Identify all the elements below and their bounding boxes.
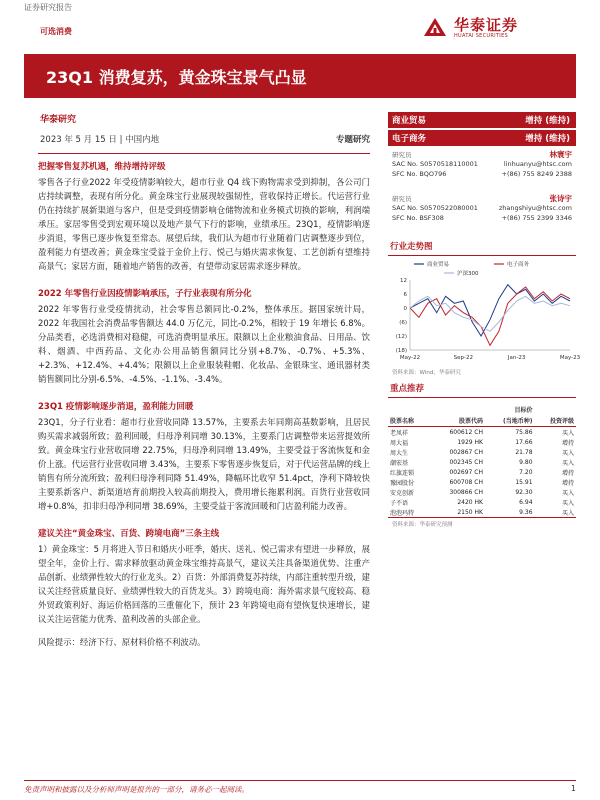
- analyst-sfc: SFC No. BSF308: [392, 214, 444, 222]
- report-title: 23Q1 消费复苏，黄金珠宝景气凸显: [46, 68, 307, 87]
- table-cell: 增持: [561, 439, 574, 447]
- table-cell: 6.94: [519, 498, 533, 506]
- divider: [388, 397, 576, 398]
- table-cell: 600612 CH: [449, 428, 483, 436]
- table-cell: 增持: [561, 469, 574, 477]
- table-cell: 安克创新: [390, 489, 415, 497]
- picks-header: [388, 415, 576, 427]
- header-cell: 股票代码: [429, 415, 485, 427]
- table-cell: 周大生: [390, 449, 409, 457]
- table-cell: 2150 HK: [429, 507, 485, 518]
- report-region: 中国内地: [125, 135, 160, 145]
- table-row: [388, 457, 576, 467]
- category-label: 可选消费: [40, 27, 72, 36]
- trend-chart-title: 行业走势图: [390, 242, 433, 252]
- picks-body: [388, 427, 576, 518]
- legend-label: 沪深300: [457, 271, 479, 277]
- table-row: [388, 497, 576, 507]
- x-tick-label: May-22: [399, 355, 421, 361]
- table-cell: 子不语: [390, 499, 409, 507]
- sector-rating: [388, 112, 576, 128]
- analyst-role: 研究员: [392, 151, 412, 159]
- analyst-name: 林寰宇: [549, 150, 572, 159]
- table-cell: 买入: [561, 499, 574, 507]
- analyst-phone: +(86) 755 2399 3346: [501, 214, 572, 222]
- header-cell: 目标价: [514, 407, 533, 414]
- dateline: [24, 133, 370, 147]
- y-tick-label: 0: [403, 306, 407, 312]
- analyst-email[interactable]: linhuanyu@htsc.com: [503, 160, 572, 168]
- sector-name: 电子商务: [392, 134, 427, 144]
- section-body: 2022 年零售行业受疫情扰动，社会零售总额同比-0.2%，整体承压。据国家统计局，2022 年我国社会消费品零售额达 44.0 万亿元，同比-0.2%，相较于 19 年增长 6.8%。分品类看，必选消费相对稳健，可选消费明显承压。限额以上企业粮油食品、日用品、饮料、烟酒、中西药品、文化办公用品销售额同比分别+8.7%、-0.7%、+5.3%、+2.3%、+12.4%、+4.4%；限额以上企业服装鞋帽、化妆品、金银珠宝、通讯器材类销售额同比分别-6.5%、-4.5%、-1.1%、-3.4%。: [38, 304, 370, 384]
- analyst-card: [388, 194, 576, 234]
- author: 华泰研究: [40, 115, 77, 125]
- separator: |: [119, 135, 126, 145]
- table-cell: 1929 HK: [457, 438, 483, 446]
- analyst-email[interactable]: zhangshiyu@htsc.com: [498, 204, 572, 212]
- section-title: 把握零售复苏机遇，维持增持评级: [38, 162, 166, 172]
- table-row: [388, 427, 576, 438]
- table-row: [388, 477, 576, 487]
- analyst-sfc: SFC No. BQO796: [392, 170, 447, 178]
- table-cell: 泡泡玛特: [388, 507, 429, 518]
- chart-source: 资料来源：Wind，华泰研究: [392, 370, 461, 376]
- legend-label: 商业贸易: [427, 262, 450, 268]
- table-cell: 红旗连锁: [390, 469, 415, 477]
- table-cell: 9.80: [519, 458, 533, 466]
- title-banner: [24, 54, 576, 98]
- table-row: [388, 447, 576, 457]
- table-cell: 买入: [561, 449, 574, 457]
- footer-disclaimer: 免责声明和披露以及分析师声明是报告的一部分，请务必一起阅读。: [24, 785, 249, 794]
- y-tick-label: (12): [395, 334, 407, 340]
- picks-source: 资料来源：华泰研究预测: [392, 522, 453, 528]
- picks-header-top: [388, 404, 576, 415]
- table-cell: 17.66: [515, 438, 533, 446]
- header-cell: [535, 404, 576, 415]
- table-cell: 002867 CH: [449, 448, 483, 456]
- analyst-sac: SAC No. S0570522080001: [392, 204, 478, 212]
- sector-rating: [388, 130, 576, 146]
- y-tick-label: 12: [400, 278, 407, 284]
- header-cell: [429, 404, 485, 415]
- table-row: [388, 507, 576, 518]
- table-cell: 买入: [561, 429, 574, 437]
- y-tick-label: (6): [399, 320, 407, 326]
- table-cell: 75.86: [515, 428, 533, 436]
- table-cell: 002697 CH: [449, 468, 483, 476]
- table-cell: 300866 CH: [449, 488, 483, 496]
- table-row: [388, 487, 576, 497]
- table-cell: 周大福: [390, 439, 409, 447]
- table-cell: 21.78: [515, 448, 533, 456]
- x-tick-label: Sep-22: [453, 355, 474, 361]
- section-body: 零售各子行业2022 年受疫情影响较大，超市行业 Q4 线下购物需求受到抑制，各公司门店持续调整，表现有所分化。黄金珠宝行业展现较强韧性，营收保持正增长。代运营行业仍在持续扩展新渠道与客户，但是受到疫情影响仓储物流和业务模式切换的影响，利润端承压。家居零售受到宏观环境以及地产景气下行的影响，业绩承压。23Q1，疫情影响逐步消退，零售已逐步恢复至常态。展望后续，我们认为超市行业随着门店调整逐步到位，盈利能力有望改善；黄金珠宝受益于金价上行、悦己与婚庆需求恢复、工艺创新有望维持高景气；家居方面，随着地产销售的改善，有望带动家居需求逐步释放。: [38, 177, 370, 271]
- table-cell: 15.91: [515, 478, 533, 486]
- section-body: 23Q1，分子行业看：超市行业营收同降 13.57%，主要系去年同期高基数影响，且居民购买需求减弱所致；盈利回暖，归母净利同增 30.13%，主要系门店调整带来运营提效所致。黄金珠宝行业营收同增 22.75%，归母净利同增 13.49%，主要受益于客流恢复和金价上涨。代运营行业营收同增 3.43%，主要系下零售逐步恢复后，对于代运营品牌的线上销售有所分流所致；盈利归母净利同降 51.49%，降幅环比收窄 51.4pct，净利下降较快主要系新客户、新渠道培育前期投入较高前期投入，费用增长拖累利润。百货行业营收同增+0.8%，扣非归母净利同增 38.69%，主要受益于客流回暖和门店盈利能力改善。: [38, 417, 370, 511]
- table-cell: 潮宏基: [390, 459, 409, 467]
- report-type: 专题研究: [335, 135, 370, 145]
- analyst-sac: SAC No. S0570518110001: [392, 160, 478, 168]
- section-title: 建议关注“黄金珠宝、百货、跨境电商”三条主线: [38, 529, 220, 539]
- report-date: 2023 年 5 月 15 日: [40, 135, 117, 145]
- brand-name: 华泰证券: [454, 16, 519, 34]
- series-line: [410, 296, 570, 331]
- divider: [38, 153, 370, 154]
- section-title: 2022 年零售行业因疫情影响承压，子行业表现有所分化: [38, 289, 252, 299]
- divider: [388, 255, 576, 256]
- table-cell: 9.36: [485, 507, 535, 518]
- footer-divider: [24, 780, 576, 781]
- x-tick-label: May-23: [559, 355, 581, 361]
- header-cell: 股票名称: [388, 415, 429, 427]
- sector-rating-value: 增持 (维持): [525, 134, 570, 144]
- trend-chart: [388, 258, 581, 366]
- table-cell: 增持: [561, 479, 574, 487]
- header-cell: 投资评级: [535, 415, 576, 427]
- section-body: 1）黄金珠宝：5 月将进入节日和婚庆小旺季，婚庆、送礼、悦己需求有望进一步释放，展望全年，金价上行、需求释放驱动黄金珠宝维持高景气，建议关注具备渠道优势、注重产品创新、业绩弹性较大的行业龙头。2）百货：外部消费复苏持续，内部注重转型升级，建议关注经营质量良好、业绩弹性较大的百货龙头。3）跨境电商：海外需求景气度较高、稳外贸政策利好、海运价格回落的三重催化下，预计 23 年跨境电商有望恢复快速增长，建议关注运营能力优秀、盈利改善的头部企业。: [38, 544, 370, 624]
- table-cell: 7.20: [519, 468, 533, 476]
- analyst-role: 研究员: [392, 195, 412, 203]
- sector-name: 商业贸易: [392, 116, 427, 126]
- table-cell: 买入: [561, 489, 574, 497]
- legend-label: 电子商务: [507, 262, 530, 268]
- page-number: 1: [570, 784, 576, 793]
- header-cell: [388, 404, 429, 415]
- table-cell: 2420 HK: [457, 498, 483, 506]
- analyst-name: 张诗宇: [549, 194, 572, 203]
- table-cell: 002345 CH: [449, 458, 483, 466]
- main-column: [24, 112, 370, 648]
- series-line: [410, 285, 570, 336]
- table-cell: 600708 CH: [449, 478, 483, 486]
- picks-table: [388, 404, 576, 518]
- huatai-logo-icon: [422, 14, 448, 40]
- table-cell: 豫园股份: [390, 479, 415, 487]
- analyst-card: [388, 150, 576, 190]
- sector-rating-value: 增持 (维持): [525, 116, 570, 126]
- analyst-phone: +(86) 755 8249 2388: [501, 170, 572, 178]
- table-cell: 买入: [535, 507, 576, 518]
- table-row: [388, 467, 576, 477]
- picks-title: 重点推荐: [390, 384, 425, 394]
- table-row: [388, 437, 576, 447]
- series-line: [410, 287, 570, 345]
- header-cell: (当地币种): [485, 415, 535, 427]
- section-title: 23Q1 疫情影响逐步消退，盈利能力回暖: [38, 402, 194, 412]
- table-cell: 买入: [561, 459, 574, 467]
- brand-logo: [422, 14, 570, 40]
- doc-type-label: 证券研究报告: [24, 3, 72, 12]
- risk-warning: 风险提示：经济下行、原材料价格不利波动。: [38, 637, 206, 647]
- table-cell: 老凤祥: [390, 429, 409, 437]
- table-cell: 92.30: [515, 488, 533, 496]
- y-tick-label: 6: [403, 292, 407, 298]
- side-column: [388, 112, 581, 528]
- x-tick-label: Jan-23: [507, 355, 526, 361]
- y-tick-label: (18): [395, 348, 407, 354]
- trend-chart-svg: [388, 258, 581, 366]
- brand-name-en: HUATAI SECURITIES: [454, 33, 508, 39]
